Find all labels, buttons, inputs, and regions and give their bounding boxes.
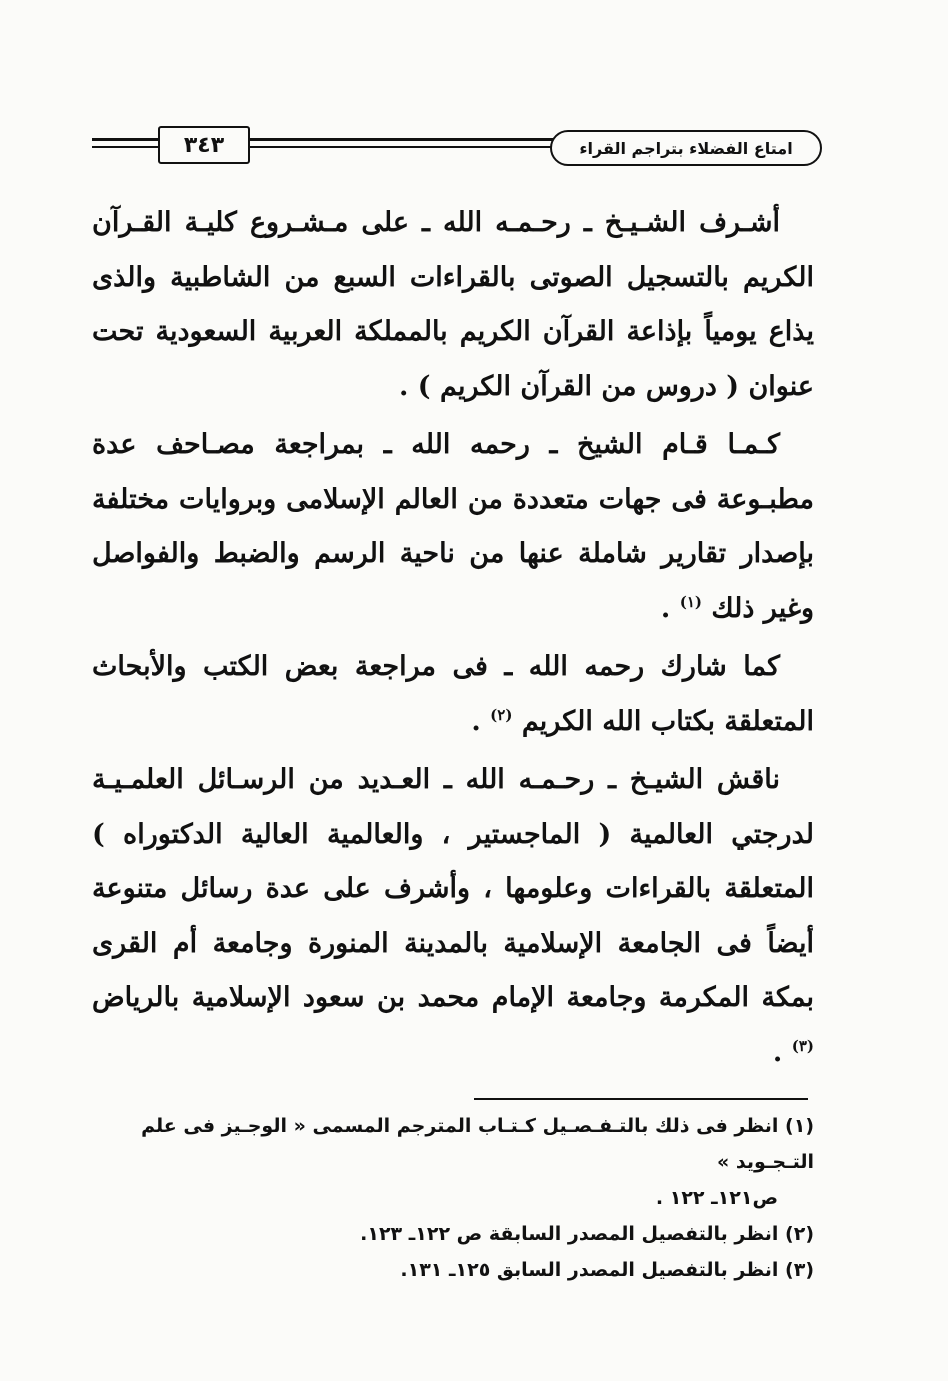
- paragraph-text: أشـرف الشـيـخ ـ رحـمـه الله ـ على مـشـروع كليـة القـرآن الكريم بالتسجيل الصوتى بالقراءات السبع من الشاطبية والذى يذاع يومياً بإذاعة القرآن الكريم بالمملكة العربية السعودية تحت عنوان ( دروس من القرآن الكريم ) .: [92, 207, 814, 402]
- paragraph-text: ناقش الشيـخ ـ رحـمـه الله ـ العـديد من الرسـائل العلمـيـة لدرجتي العالمية ( الماجستير ، والعالمية العالية الدكتوراه ) المتعلقة بالقراءات وعلومها ، وأشرف على عدة رسائل متنوعة أيضاً فى الجامعة الإسلامية بالمدينة المنورة وجامعة أم القرى بمكة المكرمة وجامعة الإمام محمد بن سعود الإسلامية بالرياض: [92, 764, 814, 1013]
- paragraph-tail: .: [772, 1036, 792, 1068]
- footnote-separator: [474, 1098, 808, 1100]
- paragraph: [92, 418, 814, 636]
- footnote-reference: (١): [679, 592, 702, 611]
- header-rule-left-top: [92, 138, 158, 141]
- paragraph: [92, 640, 814, 749]
- footnote-reference: (٢): [490, 705, 513, 724]
- footnotes: [80, 1108, 814, 1288]
- footnote-text: (٣) انظر بالتفصيل المصدر السابق ١٢٥ـ ١٣١.: [400, 1259, 814, 1281]
- footnote-reference: (٣): [791, 1036, 814, 1055]
- header-rule-mid-top: [246, 138, 556, 141]
- body-text: [92, 196, 814, 1084]
- paragraph: [92, 196, 814, 414]
- page-number: ٣٤٣: [158, 126, 250, 164]
- running-title: امتاع الفضلاء بتراجم القراء: [550, 130, 822, 166]
- footnote-text: (١) انظر فى ذلك بالتـفـصـيل كـتـاب المترجم المسمى « الوجـيز فى علم التـجـويد »: [141, 1115, 814, 1173]
- footnote-text: (٢) انظر بالتفصيل المصدر السابقة ص ١٢٢ـ ١٢٣.: [360, 1223, 814, 1245]
- paragraph: [92, 753, 814, 1080]
- footnote: [80, 1216, 814, 1252]
- page-header: [92, 126, 822, 170]
- paragraph-text: كما شارك رحمه الله ـ فى مراجعة بعض الكتب والأبحاث المتعلقة بكتاب الله الكريم: [92, 651, 814, 737]
- header-rule-left-bottom: [92, 146, 158, 148]
- footnote: [80, 1108, 814, 1180]
- footnote-continuation: ص١٢١ـ ١٢٢ .: [655, 1187, 778, 1209]
- paragraph-tail: .: [471, 705, 491, 737]
- paragraph-text: كـمـا قـام الشيخ ـ رحمه الله ـ بمراجعة مصـاحف عدة مطبـوعة فى جهات متعددة من العالم الإسلامى وبروايات مختلفة بإصدار تقارير شاملة عنها من ناحية الرسم والضبط والفواصل وغير ذلك: [92, 429, 814, 624]
- footnote: [80, 1252, 814, 1288]
- header-rule-mid-bottom: [246, 146, 556, 148]
- paragraph-tail: .: [660, 592, 680, 624]
